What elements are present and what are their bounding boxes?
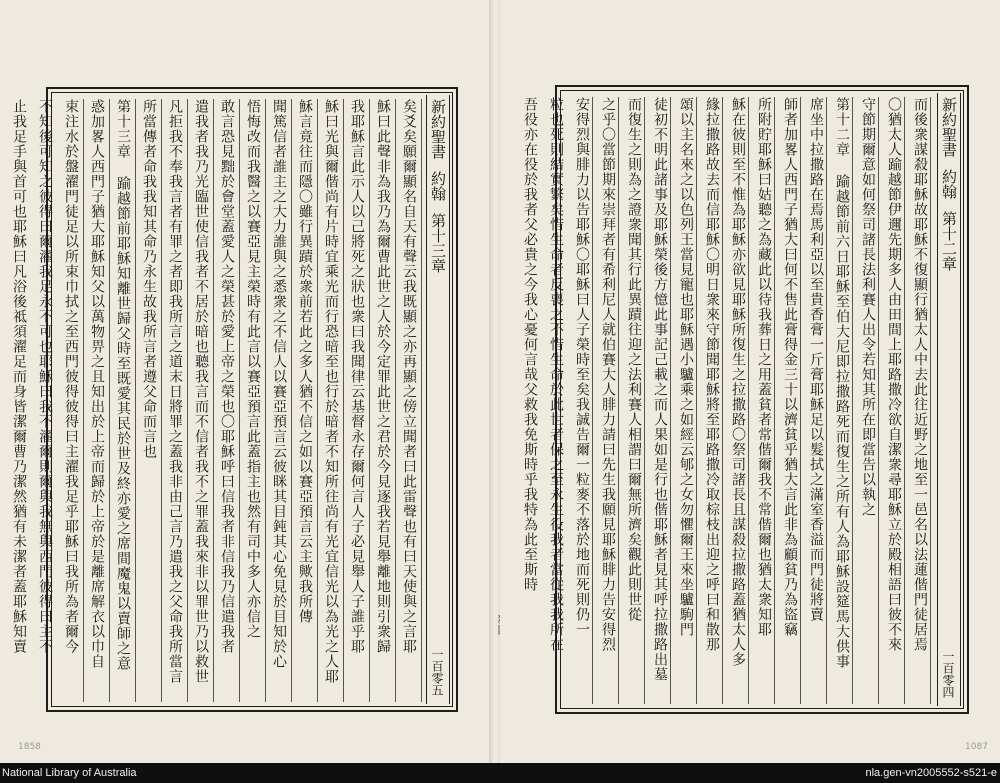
right-gospel-name: 約翰 bbox=[940, 169, 958, 199]
left-gospel-name: 約翰 bbox=[429, 171, 447, 201]
left-book-title: 新約聖書 bbox=[429, 99, 447, 159]
left-text-column: 遣我者我乃光臨世使信我者不居於暗也聽我言而不信者我不之罪蓋我來非以罪世乃以救世 bbox=[193, 99, 209, 684]
left-text-column: 束注水於盤濯門徒足以所束巾拭之至西門彼得彼得曰主濯我足乎耶穌曰我所為者爾今 bbox=[63, 99, 79, 654]
credit-bar bbox=[0, 763, 1000, 783]
right-page-frame bbox=[522, 85, 969, 714]
left-text-column: 穌曰此聲非為我乃為爾曹此世之人於今定罪此世之君於今見逐我若見舉離地則引衆歸 bbox=[375, 99, 391, 654]
left-text-column: 惑加畧人西門子猶大耶穌知父以萬物畀之且知出於上帝而歸於上帝於是離席解衣以巾自 bbox=[89, 99, 105, 669]
left-text-column: 敢言恐見黜於會堂蓋愛人之榮甚於愛上帝之榮也〇耶穌呼曰信我者非信我乃信遣我者 bbox=[219, 99, 235, 654]
right-text-column: 席坐中拉撒路在焉馬利亞以至貴香膏一斤膏耶穌足以髮拭之滿室香溢而門徒將賣 bbox=[808, 97, 824, 622]
right-text-column: 而復生之則為之證衆聞其行此異蹟往迎之法利賽人相謂曰爾無所濟矣觀此則世從 bbox=[626, 97, 642, 622]
right-running-head bbox=[937, 93, 961, 706]
right-text-column: 緣拉撒路故去而信耶穌〇明日衆來守節聞耶穌將至耶路撒冷取棕枝出迎之呼曰和散那 bbox=[704, 97, 720, 652]
left-text-column: 悟悔改而我醫之以賽亞見主榮時有此言以賽亞預言此蓋指主也然有司中多人亦信之 bbox=[245, 99, 261, 639]
left-text-column: 矣爻矣願爾顯名自天有聲云我既顯之亦再顯之傍立聞者曰此雷聲也有曰天使與之言耶 bbox=[401, 99, 417, 654]
left-page-frame bbox=[11, 87, 458, 712]
right-folio: 一百零四 bbox=[941, 650, 955, 698]
right-text-column: 師者加畧人西門子猶大曰何不售此膏得金三十以濟貧乎猶大言此非為顧貧乃為盜竊 bbox=[782, 97, 798, 637]
right-text-column: 吾役亦在役於我者父必貴之今我心憂何言哉父救我免斯時乎我特為此至斯時 bbox=[522, 97, 538, 592]
left-text-column: 我耶穌言此示人以己將死之狀也衆曰我聞律云基督永存爾何言人子必見舉人子誰乎耶 bbox=[349, 99, 365, 654]
left-text-column: 凡拒我不奉我言者有罪之者即我所言之道末日將罪之蓋我非由己言乃遣我之父命我所當言 bbox=[167, 99, 183, 684]
right-text-column: 〇猶太人踰越節伊邇先期多人由田間上耶路撒冷欲自潔衆尋耶穌立於殿相語曰彼不來 bbox=[886, 97, 902, 652]
left-text-column: 不知後可知之彼得曰爾濯我足永不可也耶穌曰我不濯爾則爾與我無與西門彼得曰主不 bbox=[37, 99, 53, 654]
left-text-block bbox=[11, 99, 422, 702]
left-page bbox=[0, 0, 493, 763]
left-chapter-label: 第十三章 bbox=[429, 213, 447, 273]
right-text-column: 之乎〇當節期來崇拜者有希利尼人就伯賽大人腓力請曰先生我願見耶穌腓力告安得烈 bbox=[600, 97, 616, 652]
left-text-column: 穌曰光與爾偕尚有片時宜乘光而行恐暗至也行於暗者不知所往尚有光宜信光以為光之人耶 bbox=[323, 99, 339, 684]
left-folio: 一百零五 bbox=[430, 648, 444, 696]
right-text-column: 第十二章 踰越節前六日耶穌至伯大尼即拉撒路死而復生之所有人為耶穌設筵馬大供事 bbox=[834, 97, 850, 669]
right-page bbox=[500, 0, 1000, 763]
left-text-column: 第十三章 踰越節前耶穌知離世歸父時至既愛其民於世及終亦愛之席間魔鬼以賣師之意 bbox=[115, 99, 131, 671]
right-book-title: 新約聖書 bbox=[940, 97, 958, 157]
right-text-block bbox=[522, 97, 933, 704]
credit-identifier: nla.gen-vn2005552-s521-e bbox=[865, 767, 997, 779]
pencil-note-right: 1087 bbox=[965, 742, 988, 752]
right-text-column: 徒初不明此諸事及耶穌榮後方憶此事記己載之而人果如是行也偕耶穌者見其呼拉撒路出墓 bbox=[652, 97, 668, 682]
right-text-column: 安得烈與腓力以告耶穌〇耶穌曰人子榮時至矣我誠告爾一粒麥不落於地而死則仍一 bbox=[574, 97, 590, 637]
left-text-column: 所當傳者命我我知其命乃永生故我所言者遵父命而言也 bbox=[141, 99, 157, 459]
right-text-column: 所附貯耶穌曰姑聽之為藏此以待我葬日之用蓋貧者常偕爾我不常偕爾也猶太衆知耶 bbox=[756, 97, 772, 637]
left-text-column: 止我足手與首可也耶穌曰凡浴後祗須濯足而身皆潔爾曹乃潔然猶有未潔者蓋耶穌知賣 bbox=[11, 99, 27, 654]
left-text-column: 穌言竟往而隱〇雖行異蹟於衆前若此之多人猶不信之如以賽亞預言云主歟我所傳 bbox=[297, 99, 313, 624]
left-running-head bbox=[426, 95, 450, 704]
right-text-column: 而後衆謀殺耶穌故耶穌不復顯行猶太人中去此往近野之地至一邑名以法蓮偕門徒居焉 bbox=[912, 97, 928, 652]
right-text-column: 守節期爾意如何祭司諸長法利賽人出令若知其所在即當告以執之 bbox=[860, 97, 876, 517]
pencil-note-left: 1858 bbox=[18, 742, 41, 752]
right-text-column: 頌以主名來之以色列王當見寵也耶穌遇小驢乘之如經云郇之女勿懼爾王來坐驢駒門 bbox=[678, 97, 694, 637]
right-text-column: 穌在彼則至不惟為耶穌亦欲見耶穌所復生之拉撒路〇祭司諸長且謀殺拉撒路蓋猶太人多 bbox=[730, 97, 746, 667]
right-text-column: 粒也死則結實繁矣惜生命者反喪之不惜生命於此世者保之至永生役我者當從我我所在 bbox=[548, 97, 564, 652]
right-chapter-label: 第十二章 bbox=[940, 211, 958, 271]
credit-library: National Library of Australia bbox=[2, 767, 137, 779]
left-text-column: 聞篤信者誰主之大力誰與之悉衆之不信人以賽亞預言云彼眯其目鈍其心免見於目知於心 bbox=[271, 99, 287, 669]
